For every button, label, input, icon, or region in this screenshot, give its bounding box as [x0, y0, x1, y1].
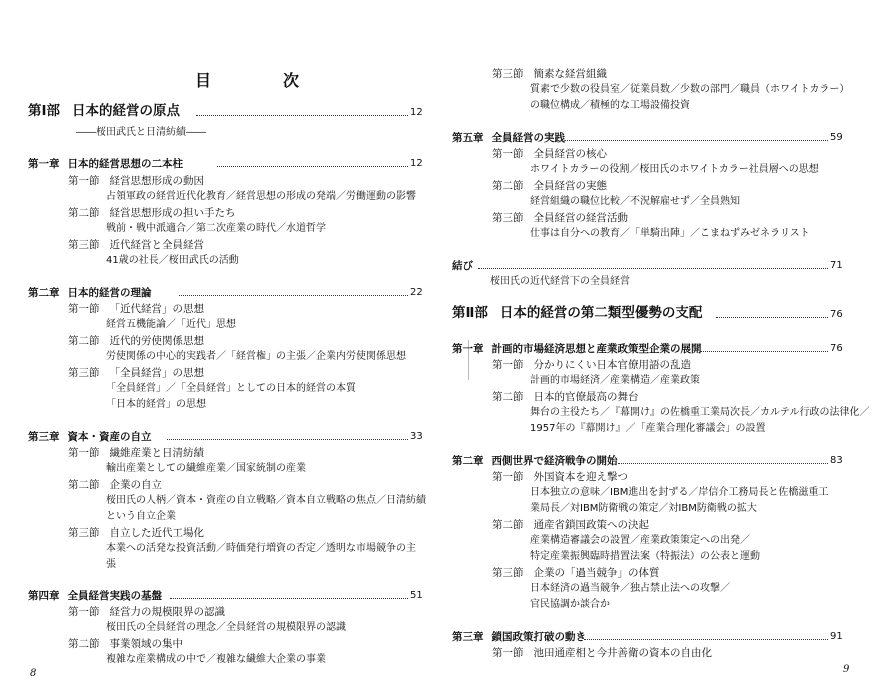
entry-text: 日本経済の過当競争／独占禁止法への攻撃／: [530, 583, 730, 594]
page-ref: 59: [830, 132, 843, 143]
leader-dots: [565, 140, 828, 141]
entry-text: 桜田氏の全員経営の理念／全員経営の規模限界の認識: [106, 622, 346, 633]
toc-sec-entry: [492, 67, 607, 81]
toc-chap-entry: [452, 630, 586, 644]
page-ref: 83: [830, 455, 843, 466]
toc-desc-entry: [106, 382, 356, 396]
entry-label: 第二章: [452, 455, 484, 467]
toc-desc-entry: [530, 83, 849, 97]
entry-text: 「日本的経営」の思想: [106, 399, 206, 410]
entry-text: 41歳の社長／桜田武氏の活動: [106, 255, 239, 266]
entry-text: 経営組織の職位比較／不況解雇せず／全員熟知: [530, 196, 740, 207]
entry-text: 「近代経営」の思想: [109, 303, 204, 315]
page-ref: 76: [830, 343, 843, 354]
toc-desc-entry: [106, 494, 426, 508]
entry-text: 経営五機能論／「近代」思想: [106, 319, 236, 330]
entry-text: 官民協調か談合か: [530, 599, 610, 610]
entry-text: 桜田氏の人柄／資本・資産の自立戦略／資本自立戦略の焦点／日清紡績: [106, 495, 426, 506]
entry-label: 第一節: [68, 303, 100, 315]
toc-sub-entry: [76, 126, 206, 140]
entry-text: 資本・資産の自立: [67, 431, 152, 443]
entry-label: 第一節: [68, 447, 100, 459]
toc-desc-entry: [106, 398, 206, 412]
entry-text: 「全員経営」の思想: [109, 367, 204, 379]
entry-label: 第一節: [492, 471, 524, 483]
entry-label: 第二節: [492, 519, 524, 531]
entry-label: 第三節: [492, 567, 524, 579]
entry-text: 計画的市場経済思想と産業政策型企業の展開: [491, 343, 702, 355]
toc-desc-entry: [106, 462, 306, 476]
entry-text: 分かりにくい日本官僚用語の乱造: [533, 359, 691, 371]
entry-text: 占領軍政の経営近代化教育／経営思想の形成の発端／労働運動の影響: [106, 191, 416, 202]
toc-sec-entry: [492, 390, 639, 404]
toc-sec-entry: [492, 358, 691, 372]
toc-chap-entry: [452, 454, 618, 468]
entry-text: ホワイトカラーの役割／桜田氏のホワイトカラー社員層への思想: [530, 164, 819, 175]
entry-text: 企業の自立: [109, 479, 162, 491]
leader-dots: [478, 268, 828, 269]
toc-desc-entry: [106, 318, 236, 332]
toc-sec-entry: [492, 566, 660, 580]
page-ref: 51: [410, 590, 423, 601]
entry-label: 第Ⅰ部: [28, 103, 61, 119]
entry-text: 産業構造審議会の設置／産業政策策定への出発／: [530, 535, 750, 546]
toc-sec-entry: [68, 302, 204, 316]
entry-text: 仕事は自分への教育／「単騎出陣」／こまねずみゼネラリスト: [530, 228, 810, 239]
toc-desc-entry: [530, 502, 757, 516]
entry-text: 張: [106, 559, 116, 570]
entry-text: 簡素な経営組織: [533, 68, 607, 80]
entry-text: 経営思想形成の動因: [109, 175, 204, 187]
page-number-left: 8: [30, 668, 37, 679]
entry-label: 第一節: [68, 175, 100, 187]
entry-text: 外国資本を迎え撃つ: [533, 471, 628, 483]
toc-chap-entry: [28, 157, 183, 171]
toc-desc-entry: [106, 558, 116, 572]
entry-text: ――桜田武氏と日清紡績――: [76, 127, 206, 138]
entry-label: 第三節: [68, 527, 100, 539]
toc-desc-entry: [106, 510, 176, 524]
entry-label: 第二節: [492, 180, 524, 192]
entry-label: 第一節: [68, 606, 100, 618]
entry-text: 経営思想形成の担い手たち: [109, 207, 236, 219]
entry-label: 第一章: [28, 158, 60, 170]
entry-text: 近代経営と全員経営: [109, 239, 204, 251]
page-ref: 33: [410, 431, 423, 442]
page-ref: 71: [830, 260, 843, 271]
toc-desc-entry: [106, 542, 416, 556]
entry-text: 日本的官僚最高の舞台: [533, 391, 639, 403]
toc-sec-entry: [68, 637, 183, 651]
entry-label: 第Ⅱ部: [452, 305, 488, 321]
toc-chap-entry: [28, 430, 152, 444]
entry-label: 第三節: [492, 68, 524, 80]
page-ref: 12: [410, 107, 423, 118]
page-number-right: 9: [843, 664, 850, 675]
toc-sec-entry: [68, 366, 204, 380]
toc-desc-entry: [530, 486, 828, 500]
entry-text: 近代的労使関係思想: [109, 335, 204, 347]
entry-text: 全員経営の経営活動: [533, 212, 628, 224]
toc-sec-entry: [68, 238, 204, 252]
toc-sec-entry: [492, 147, 607, 161]
leader-dots: [167, 439, 408, 440]
toc-part-entry: [452, 306, 702, 320]
toc-sec-entry: [68, 334, 204, 348]
toc-desc-entry: [490, 275, 630, 289]
toc-sec-entry: [492, 646, 712, 660]
entry-label: 第二節: [68, 335, 100, 347]
toc-desc-entry: [106, 621, 346, 635]
entry-label: 第三節: [492, 212, 524, 224]
entry-text: 戦前・戦中派適合／第二次産業の時代／水道哲学: [106, 223, 326, 234]
entry-text: 1957年の『幕開け』／「産業合理化審議会」の設置: [530, 423, 766, 434]
toc-sec-entry: [492, 518, 649, 532]
entry-label: 第三章: [28, 431, 60, 443]
toc-sec-entry: [492, 179, 607, 193]
entry-text: 鎖国政策打破の動き: [491, 631, 586, 643]
entry-text: 西側世界で経済戦争の開始: [491, 455, 618, 467]
entry-text: 日本的経営の原点: [72, 103, 181, 119]
toc-desc-entry: [530, 582, 730, 596]
entry-text: 全員経営の核心: [533, 148, 607, 160]
entry-label: 第五章: [452, 132, 484, 144]
entry-text: 本業への活発な投資活動／時価発行増資の否定／透明な市場競争の主: [106, 543, 416, 554]
toc-desc-entry: [106, 254, 239, 268]
toc-desc-entry: [530, 550, 760, 564]
entry-text: 通産省鎖国政策への決起: [533, 519, 649, 531]
toc-sec-entry: [68, 478, 162, 492]
entry-text: 業局長／対IBM防衛戦の策定／対IBM防衛戦の拡大: [530, 503, 757, 514]
entry-text: 日本独立の意味／IBM進出を封ずる／岸信介工務局長と佐橋滋重工: [530, 487, 829, 498]
entry-text: 労使関係の中心的実践者／「経営権」の主張／企業内労使関係思想: [106, 351, 406, 362]
entry-text: 全員経営実践の基盤: [67, 590, 162, 602]
leader-dots: [618, 463, 828, 464]
entry-text: 日本的経営の理論: [67, 287, 152, 299]
leader-dots: [179, 295, 408, 296]
leader-dots: [700, 351, 828, 352]
entry-text: 日本的経営の第二類型優勢の支配: [499, 305, 703, 321]
entry-text: 計画的市場経済／産業構造／産業政策: [530, 375, 700, 386]
toc-chap-entry: [28, 286, 152, 300]
page-ref: 91: [830, 631, 843, 642]
entry-text: 日本的経営思想の二本柱: [67, 158, 183, 170]
toc-sec-entry: [68, 174, 204, 188]
toc-chap-entry: [452, 131, 565, 145]
entry-text: 質素で少数の役員室／従業員数／少数の部門／職員（ホワイトカラー）: [530, 84, 850, 95]
entry-text: の職位構成／積極的な工場設備投資: [530, 100, 690, 111]
entry-label: 第一節: [492, 148, 524, 160]
toc-desc-entry: [530, 227, 810, 241]
toc-title: 目 次: [195, 71, 328, 90]
entry-label: 第二節: [68, 207, 100, 219]
entry-text: 池田通産相と今井善衛の資本の自由化: [533, 647, 712, 659]
entry-label: 第一節: [492, 359, 524, 371]
entry-text: 「全員経営」／「全員経営」としての日本的経営の本質: [106, 383, 356, 394]
entry-label: 第二節: [492, 391, 524, 403]
leader-dots: [170, 598, 408, 599]
entry-text: 輸出産業としての繊維産業／国家統制の産業: [106, 463, 306, 474]
entry-text: 自立した近代工場化: [109, 527, 204, 539]
entry-text: 経営力の規模限界の認識: [109, 606, 225, 618]
page-ref: 76: [830, 309, 843, 320]
toc-desc-entry: [530, 406, 870, 420]
toc-part-entry: [28, 104, 180, 118]
entry-text: 繊維産業と日清紡績: [109, 447, 204, 459]
toc-sec-entry: [68, 446, 204, 460]
entry-text: 企業の「過当競争」の体質: [533, 567, 660, 579]
toc-desc-entry: [530, 163, 819, 177]
toc-sec-entry: [492, 470, 628, 484]
entry-label: 第二章: [28, 287, 60, 299]
entry-text: 全員経営の実態: [533, 180, 607, 192]
toc-desc-entry: [106, 350, 406, 364]
entry-label: 結び: [452, 260, 473, 272]
entry-text: 特定産業振興臨時措置法案（特振法）の公表と運動: [530, 551, 760, 562]
entry-label: 第三節: [68, 239, 100, 251]
leader-dots: [217, 166, 408, 167]
entry-label: 第一節: [492, 647, 524, 659]
entry-label: 第二節: [68, 638, 100, 650]
entry-text: 複雑な産業構成の中で／複雑な繊維大企業の事業: [106, 654, 326, 665]
leader-dots: [584, 639, 828, 640]
toc-desc-entry: [106, 222, 326, 236]
entry-label: 第一章: [452, 343, 484, 355]
leader-dots: [716, 317, 828, 318]
toc-desc-entry: [530, 598, 610, 612]
toc-desc-entry: [530, 374, 700, 388]
entry-label: 第二節: [68, 479, 100, 491]
leader-dots: [196, 115, 408, 116]
page-ref: 12: [410, 158, 423, 169]
toc-sec-entry: [68, 206, 236, 220]
entry-label: 第三節: [68, 367, 100, 379]
entry-text: 全員経営の実践: [491, 132, 565, 144]
page-ref: 22: [410, 287, 423, 298]
entry-label: 第四章: [28, 590, 60, 602]
toc-sec-entry: [68, 605, 225, 619]
toc-desc-entry: [530, 422, 765, 436]
entry-text: 舞台の主役たち／『幕開け』の佐橋重工業局次長／カルテル行政の法律化／: [530, 407, 870, 418]
entry-text: 桜田氏の近代経営下の全員経営: [490, 276, 630, 287]
toc-sec-entry: [492, 211, 628, 225]
toc-desc-entry: [106, 653, 326, 667]
toc-desc-entry: [530, 99, 690, 113]
toc-chap-entry: [28, 589, 162, 603]
toc-desc-entry: [530, 195, 740, 209]
entry-text: という自立企業: [106, 511, 176, 522]
toc-chap-entry: [452, 259, 481, 273]
entry-label: 第三章: [452, 631, 484, 643]
entry-text: 事業領域の集中: [109, 638, 183, 650]
toc-desc-entry: [106, 190, 416, 204]
toc-desc-entry: [530, 534, 750, 548]
toc-sec-entry: [68, 526, 204, 540]
toc-chap-entry: [452, 342, 702, 356]
